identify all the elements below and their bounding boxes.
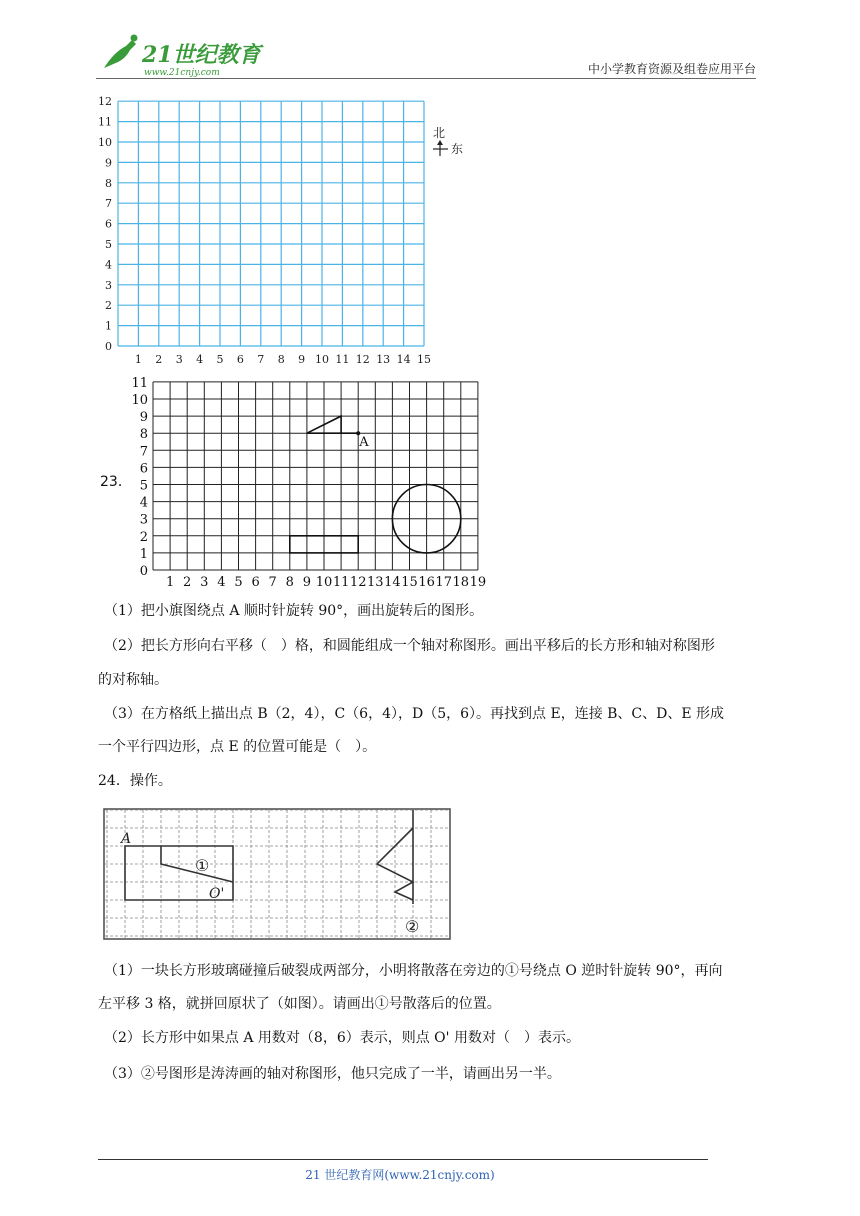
q23-x-tick: 1	[165, 575, 175, 590]
q23-x-tick: 10	[315, 575, 333, 590]
q23-y-tick: 1	[139, 546, 148, 562]
label-piece-2: ②	[405, 917, 420, 936]
q23-x-tick: 4	[217, 575, 226, 590]
grid1-y-tick: 12	[98, 95, 112, 109]
q23-x-tick: 16	[418, 575, 435, 590]
q23-part3-line2: 一个平行四边形，点 E 的位置可能是（ ）。	[98, 739, 377, 755]
header-platform-text: 中小学教育资源及组卷应用平台	[587, 62, 756, 76]
header-divider	[96, 78, 756, 79]
q23-part1: （1）把小旗图绕点 A 顺时针旋转 90°，画出旋转后的图形。	[104, 603, 484, 619]
q23-x-tick: 19	[469, 575, 487, 590]
q23-y-tick: 3	[139, 512, 148, 528]
grid1-x-tick: 11	[335, 353, 350, 366]
q23-x-tick: 8	[285, 575, 294, 590]
grid1-y-tick: 9	[105, 156, 112, 170]
q23-x-tick: 7	[268, 575, 277, 590]
q24-figure	[103, 808, 453, 942]
grid1-x-tick: 2	[155, 353, 163, 366]
logo-title: 21世纪教育	[142, 42, 261, 68]
footer-divider	[98, 1159, 708, 1160]
compass-north-label: 北	[433, 126, 446, 140]
q23-number: 23．	[100, 474, 132, 490]
q23-x-tick: 2	[183, 575, 192, 590]
q23-y-tick: 10	[131, 393, 148, 408]
runner-icon	[104, 40, 136, 68]
q23-x-tick: 17	[435, 575, 452, 590]
q23-y-tick: 5	[139, 478, 148, 494]
q23-y-tick: 4	[139, 495, 148, 511]
q23-y-tick: 0	[139, 564, 148, 579]
q23-y-tick: 11	[131, 375, 148, 391]
label-piece-1: ①	[195, 856, 210, 875]
q24-part3: （3）②号图形是涛涛画的轴对称图形，他只完成了一半，请画出另一半。	[104, 1066, 561, 1082]
grid1-x-tick: 15	[417, 353, 431, 366]
grid1-x-tick: 13	[376, 353, 391, 366]
grid1-y-tick: 5	[105, 238, 112, 251]
grid1-x-tick: 5	[216, 353, 224, 366]
grid1-y-tick: 8	[105, 176, 112, 190]
q23-part2-line2: 的对称轴。	[98, 672, 168, 688]
logo	[96, 32, 266, 80]
grid1-y-tick: 3	[105, 278, 112, 292]
grid1-y-tick: 11	[98, 115, 112, 129]
q23-x-tick: 15	[401, 575, 418, 590]
compass-east-label: 东	[451, 142, 464, 156]
grid1-x-tick: 8	[277, 353, 285, 366]
q23-x-tick: 12	[349, 575, 367, 590]
q24-part1-line2: 左平移 3 格，就拼回原状了（如图）。请画出①号散落后的位置。	[98, 996, 501, 1012]
grid1-y-tick: 2	[105, 299, 112, 313]
q23-y-tick: 9	[139, 410, 148, 426]
coordinate-grid-1	[96, 94, 476, 370]
q23-x-tick: 6	[251, 575, 260, 590]
q24-heading: 24．操作。	[98, 773, 172, 789]
q23-x-tick: 5	[234, 575, 243, 590]
q23-x-tick: 3	[200, 575, 209, 590]
grid1-x-tick: 7	[257, 353, 265, 366]
label-a: A	[121, 831, 132, 847]
grid1-x-tick: 12	[355, 353, 370, 366]
grid1-x-tick: 4	[196, 353, 204, 366]
grid1-x-tick: 6	[236, 353, 244, 366]
grid1-y-tick: 4	[105, 258, 112, 272]
q23-grid	[125, 374, 495, 590]
logo-url: www.21cnjy.com	[144, 68, 220, 78]
grid1-y-tick: 7	[105, 197, 112, 211]
q23-x-tick: 18	[452, 575, 470, 590]
q23-y-tick: 8	[139, 427, 148, 443]
grid1-x-tick: 14	[396, 353, 411, 366]
q23-x-tick: 9	[302, 575, 312, 590]
grid1-x-tick: 9	[298, 353, 306, 366]
grid1-y-tick: 1	[105, 319, 112, 333]
q23-part2-line1: （2）把长方形向右平移（ ）格，和圆能组成一个轴对称图形。画出平移后的长方形和轴对称图形	[104, 638, 715, 654]
label-o-prime: O'	[209, 886, 225, 902]
q23-x-tick: 14	[384, 575, 401, 590]
grid1-y-tick: 6	[105, 217, 112, 231]
point-a-label: A	[359, 435, 369, 451]
q23-x-tick: 11	[332, 575, 350, 590]
grid1-x-tick: 1	[134, 353, 142, 366]
q24-part1-line1: （1）一块长方形玻璃碰撞后破裂成两部分，小明将散落在旁边的①号绕点 O 逆时针旋转 90°，再向	[104, 963, 723, 979]
grid1-x-tick: 10	[315, 353, 329, 366]
grid1-x-tick: 3	[175, 353, 183, 366]
q23-y-tick: 2	[139, 529, 148, 545]
footer-site-link[interactable]: 21 世纪教育网(www.21cnjy.com)	[305, 1168, 495, 1182]
q23-x-tick: 13	[367, 575, 384, 590]
q23-y-tick: 6	[139, 461, 148, 477]
grid1-y-tick: 0	[105, 340, 112, 353]
q23-part3-line1: （3）在方格纸上描出点 B（2，4），C（6，4），D（5，6）。再找到点 E，连接 B、C、D、E 形成	[104, 706, 725, 722]
grid1-y-tick: 10	[98, 136, 112, 149]
compass	[433, 126, 463, 156]
flag-shape	[307, 416, 358, 433]
q24-part2: （2）长方形中如果点 A 用数对（8，6）表示，则点 O' 用数对（ ）表示。	[104, 1030, 580, 1046]
q23-y-tick: 7	[139, 444, 148, 460]
